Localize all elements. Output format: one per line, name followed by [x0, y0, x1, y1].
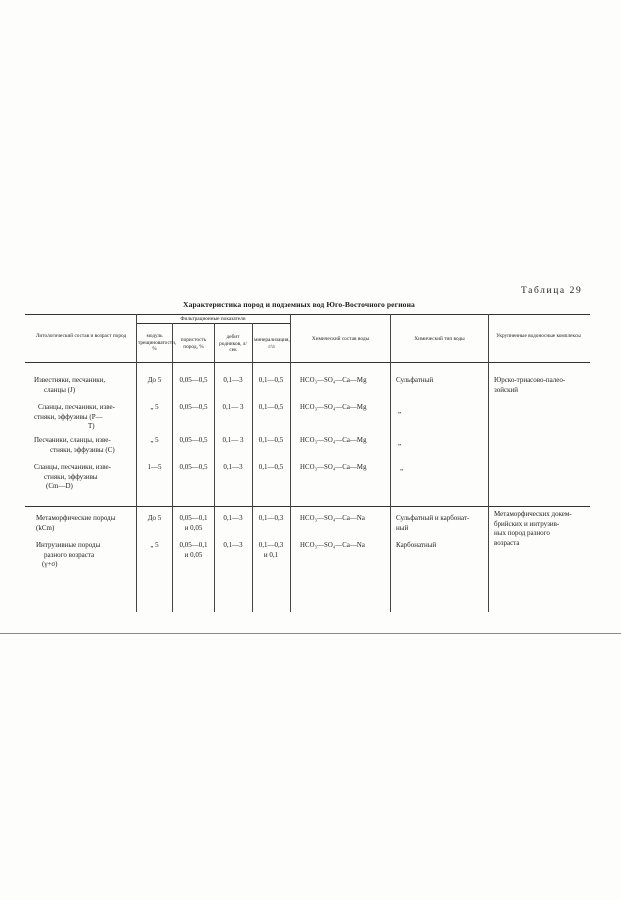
header-filtration-group: Фильтрационные показатели [180, 316, 246, 322]
col-divider-6 [390, 314, 391, 612]
header-mineralization: минерализация, г/л [254, 337, 290, 350]
cell-chemical-composition: HCO₃—SO₄—Ca—Mg [300, 377, 367, 384]
col-divider-1 [136, 314, 137, 612]
cell-lithology: Известняки, песчаники, сланцы (J) [34, 376, 106, 394]
cell-fracture-modulus: До 5 [147, 376, 162, 384]
cell-lithology: Сланцы, песчаники, изве- стняки, эффузивы (Cm—D) [34, 463, 111, 490]
cell-fracture-modulus: „ 5 [150, 436, 159, 444]
cell-chemical-type: Сульфатный [396, 376, 434, 384]
cell-lithology: Сланцы, песчаники, изве- стняки, эффузивы (P— T) [34, 403, 115, 430]
cell-chemical-type: „ [398, 407, 402, 415]
section-divider-rule [25, 506, 590, 507]
header-chemical-type: Химический тип воды [414, 336, 465, 342]
table-caption: Характеристика пород и подземных вод Юго-Восточного региона [183, 300, 415, 309]
cell-spring-yield: 0,1—3 [223, 463, 243, 471]
header-bottom-rule [25, 362, 590, 363]
header-fracture-modulus: модуль трещиноватости, % [138, 333, 177, 353]
cell-porosity: 0,05—0,1 и 0,05 [179, 541, 208, 559]
cell-chemical-type: „ [398, 439, 402, 447]
cell-lithology: Метаморфические породы (kCm) [36, 514, 116, 532]
header-aquifer-complexes: Укрупненные водоносные комплексы [496, 333, 581, 339]
cell-mineralization: 0,1—0,3 и 0,1 [258, 541, 284, 559]
cell-spring-yield: 0,1—3 [223, 541, 243, 549]
cell-fracture-modulus: 1—5 [147, 463, 162, 471]
cell-chemical-composition: HCO₃—SO₄—Ca—Mg [300, 464, 367, 471]
cell-lithology: Интрузивные породы разного возраста (γ+σ) [36, 541, 101, 568]
cell-porosity: 0,05—0,5 [179, 436, 208, 444]
cell-chemical-composition: HCO₃—SO₄—Ca—Mg [300, 437, 367, 444]
cell-chemical-type: „ [400, 464, 404, 472]
cell-chemical-composition: HCO₃—SO₄—Ca—Mg [300, 404, 367, 411]
cell-fracture-modulus: До 5 [147, 514, 162, 522]
cell-porosity: 0,05—0,5 [179, 376, 208, 384]
header-lithology: Литологический состав и возраст пород [35, 333, 127, 339]
cell-porosity: 0,05—0,1 и 0,05 [179, 514, 208, 532]
cell-mineralization: 0,1—0,5 [258, 436, 284, 444]
cell-aquifer-complex: Юрско-триасово-палео- зойский [494, 376, 566, 394]
cell-chemical-type: Карбонатный [396, 541, 437, 549]
cell-fracture-modulus: „ 5 [150, 403, 159, 411]
cell-spring-yield: 0,1— 3 [222, 436, 244, 444]
header-chemical-composition: Химический состав воды [311, 336, 370, 342]
cell-chemical-composition: HCO₃—SO₄—Ca—Na [300, 515, 366, 522]
table-number: Таблица 29 [521, 286, 583, 296]
group-header-rule [136, 323, 290, 324]
cell-porosity: 0,05—0,5 [179, 463, 208, 471]
cell-mineralization: 0,1—0,3 [258, 514, 284, 522]
cell-mineralization: 0,1—0,5 [258, 463, 284, 471]
cell-spring-yield: 0,1— 3 [222, 403, 244, 411]
col-divider-2 [172, 323, 173, 612]
col-divider-7 [488, 314, 489, 612]
cell-fracture-modulus: „ 5 [150, 541, 159, 549]
cell-chemical-type: Сульфатный и карбонат- ный [396, 514, 470, 532]
cell-spring-yield: 0,1—3 [223, 514, 243, 522]
cell-mineralization: 0,1—0,5 [258, 376, 284, 384]
cell-lithology: Песчаники, сланцы, изве- стняки, эффузивы (C) [34, 436, 115, 454]
cell-spring-yield: 0,1—3 [223, 376, 243, 384]
cell-porosity: 0,05—0,5 [179, 403, 208, 411]
table-top-rule [25, 314, 590, 315]
cell-aquifer-complex: Метаморфических докем- брийских и интрузив- ных пород разного возраста [494, 510, 572, 547]
cell-mineralization: 0,1—0,5 [258, 403, 284, 411]
page-edge-line [0, 633, 621, 634]
col-divider-5 [290, 314, 291, 612]
cell-chemical-composition: HCO₃—SO₄—Ca—Na [300, 542, 366, 549]
header-porosity: пористость пород, % [180, 337, 207, 350]
header-spring-yield: дебит родников, л/сек [219, 334, 247, 354]
